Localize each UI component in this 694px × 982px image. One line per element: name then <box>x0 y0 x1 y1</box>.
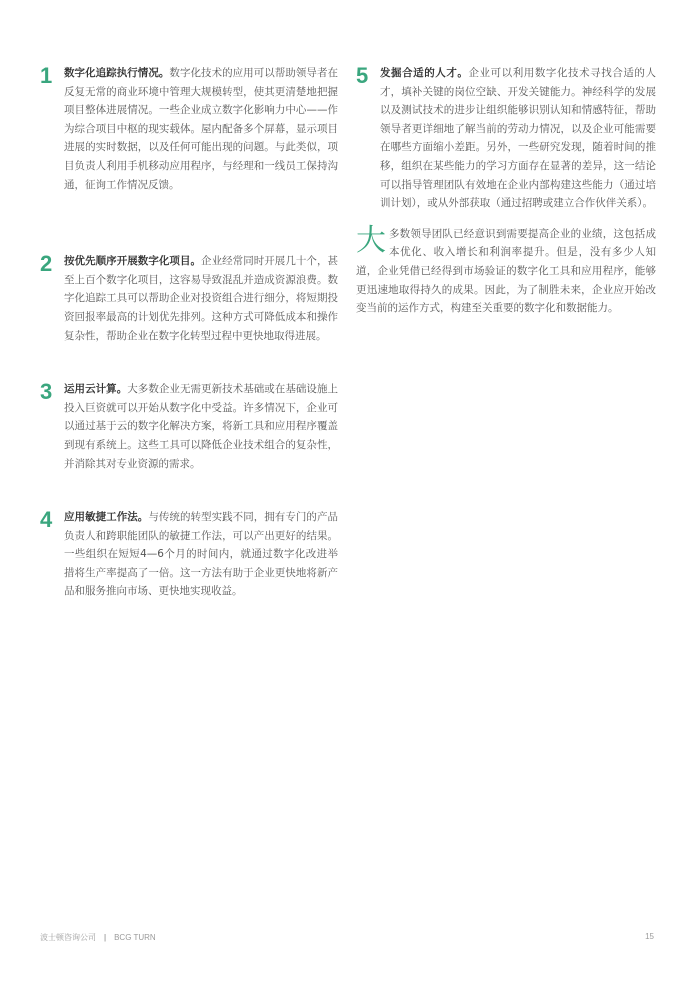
item-title: 运用云计算。 <box>64 383 128 396</box>
left-column <box>40 64 338 601</box>
item-number: 3 <box>40 379 53 405</box>
item-text <box>64 64 338 194</box>
item-title: 按优先顺序开展数字化项目。 <box>64 255 202 268</box>
numbered-item-1 <box>40 64 338 194</box>
numbered-item-5 <box>356 64 656 213</box>
closing-paragraph <box>356 222 656 318</box>
item-title: 数字化追踪执行情况。 <box>64 67 170 79</box>
page-footer <box>40 932 654 943</box>
item-body: 与传统的转型实践不同，拥有专门的产品负责人和跨职能团队的敏捷工作法，可以产出更好的结果。一些组织在短短4—6个月的时间内，就通过数字化改进举措将生产率提高了一倍。这一方法有助于企业更快地将新产品和服务推向市场、更快地实现收益。 <box>64 511 339 598</box>
footer-separator: | <box>104 933 107 942</box>
closing-text: 多数领导团队已经意识到需要提高企业的业绩，这包括成本优化、收入增长和利润率提升。但是，没有多少人知道，企业凭借已经得到市场验证的数字化工具和应用程序，能够更迅速地取得持久的成果。因此，为了制胜未来，企业应开始改变当前的运作方式，构建至关重要的数字化和数据能力。 <box>356 227 656 315</box>
drop-cap: 大 <box>356 222 386 258</box>
footer-publication: BCG TURN <box>114 933 156 942</box>
item-body: 企业可以利用数字化技术寻找合适的人才，填补关键的岗位空缺、开发关键能力。神经科学的发展以及测试技术的进步让组织能够识别认知和情感特征，帮助领导者更详细地了解当前的劳动力情况，以及企业可能需要在哪些方面缩小差距。另外，一些研究发现，随着时间的推移，组织在某些能力的学习方面存在显著的差异，这一结论可以指导管理团队有效地在企业内部构建这些能力（通过培训计划），或从外部获取（通过招聘或建立合作伙伴关系）。 <box>380 67 656 210</box>
item-text <box>380 64 656 213</box>
item-text <box>64 508 338 601</box>
page-number: 15 <box>645 932 654 941</box>
item-text <box>64 252 338 345</box>
right-column <box>356 64 656 318</box>
item-number: 1 <box>40 63 53 88</box>
item-body: 大多数企业无需更新技术基础或在基础设施上投入巨资就可以开始从数字化中受益。许多情况下，企业可以通过基于云的数字化解决方案，将新工具和应用程序覆盖到现有系统上。这些工具可以降低企业技术组合的复杂性，并消除其对专业资源的需求。 <box>64 383 339 470</box>
item-text <box>64 380 338 473</box>
numbered-item-3 <box>40 380 338 473</box>
item-body: 数字化技术的应用可以帮助领导者在反复无常的商业环境中管理大规模转型，使其更清楚地把握项目整体进展情况。一些企业成立数字化影响力中心——作为综合项目中枢的现实载体。屋内配备多个屏幕，显示项目进展的实时数据，以及任何可能出现的问题。与此类似，项目负责人利用手机移动应用程序，与经理和一线员工保持沟通，征询工作情况反馈。 <box>64 67 339 191</box>
footer-company: 波士顿咨询公司 <box>40 933 96 942</box>
item-title: 发掘合适的人才。 <box>380 67 469 79</box>
item-body: 企业经常同时开展几十个，甚至上百个数字化项目，这容易导致混乱并造成资源浪费。数字化追踪工具可以帮助企业对投资组合进行细分，将短期投资回报率最高的计划优先排列。这种方式可降低成本和操作复杂性，帮助企业在数字化转型过程中更快地取得进展。 <box>64 255 339 342</box>
item-title: 应用敏捷工作法。 <box>64 511 149 524</box>
item-number: 4 <box>40 507 53 533</box>
numbered-item-4 <box>40 508 338 601</box>
item-number: 5 <box>356 63 369 88</box>
item-number: 2 <box>40 251 53 277</box>
numbered-item-2 <box>40 252 338 345</box>
